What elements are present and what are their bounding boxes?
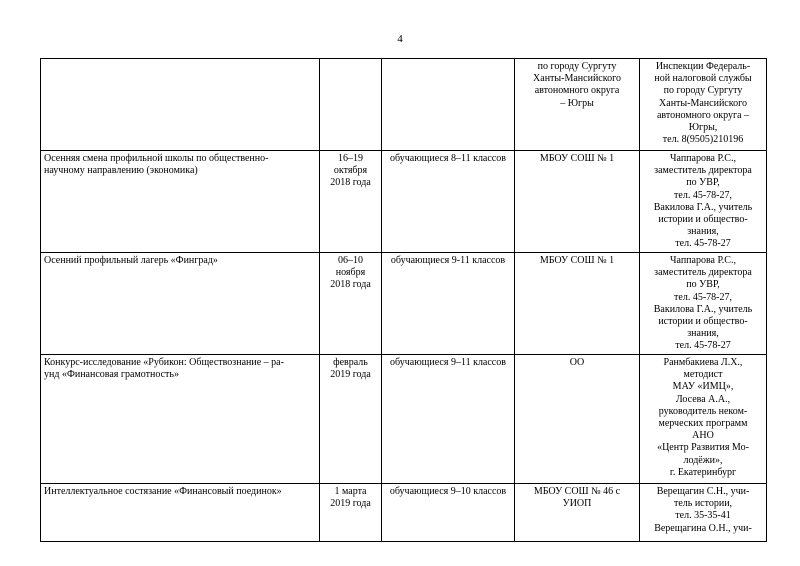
cell-text-line: по УВР, — [686, 177, 720, 189]
cell-text-line: заместитель директора — [654, 267, 752, 279]
cell-text-line: Чаппарова Р.С., — [670, 153, 736, 164]
participants-cell — [382, 484, 515, 542]
cell-text-line: АНО — [692, 430, 714, 442]
cell-text-line: Югры, — [688, 122, 718, 134]
cell-text-line: Ханты-Мансийского — [659, 97, 747, 109]
cell-text-line: октября — [333, 165, 368, 177]
table-row — [41, 151, 767, 253]
page-number: 4 — [397, 33, 403, 45]
cell-text-line: руководитель неком- — [658, 405, 748, 417]
cell-text-line: 16–19 — [338, 153, 363, 164]
cell-text-line: обучающиеся 9-11 классов — [390, 255, 506, 266]
cell-text-line: 2018 года — [330, 279, 371, 291]
cell-text-line: по городу Сургуту — [537, 61, 617, 72]
cell-text-line: лодёжи», — [683, 454, 723, 466]
cell-text-line: 2018 года — [330, 177, 371, 189]
cell-text-line: мерческих программ — [658, 418, 748, 430]
cell-text-line: по городу Сургуту — [663, 85, 743, 97]
cell-text-line: Осенняя смена профильной школы по общественно- — [44, 153, 269, 164]
event-cell — [41, 253, 320, 355]
contact-cell — [640, 59, 767, 151]
cell-text-line: тел. 45-78-27 — [675, 238, 731, 250]
venue-cell — [515, 355, 640, 484]
cell-text-line: МБОУ СОШ № 1 — [539, 255, 615, 266]
event-cell — [41, 484, 320, 542]
dates-cell — [320, 484, 382, 542]
cell-text-line: тел. 45-78-27, — [674, 291, 732, 303]
cell-text-line: МБОУ СОШ № 1 — [539, 153, 615, 164]
contact-cell — [640, 253, 767, 355]
cell-text-line: УИОП — [562, 498, 592, 510]
venue-cell — [515, 484, 640, 542]
cell-text-line: 2019 года — [330, 498, 371, 510]
contact-cell — [640, 151, 767, 253]
cell-text-line: 06–10 — [338, 255, 363, 266]
cell-text-line: обучающиеся 8–11 классов — [390, 153, 506, 164]
contact-cell — [640, 484, 767, 542]
event-cell — [41, 59, 320, 151]
table-row — [41, 355, 767, 484]
cell-text-line: г. Екатеринбург — [669, 466, 737, 478]
contact-cell — [640, 355, 767, 484]
dates-cell — [320, 151, 382, 253]
cell-text-line: истории и общество- — [658, 214, 748, 226]
table-row — [41, 253, 767, 355]
cell-text-line: Инспекции Федераль- — [655, 61, 751, 72]
participants-cell — [382, 253, 515, 355]
dates-cell — [320, 59, 382, 151]
cell-text-line: истории и общество- — [658, 316, 748, 328]
participants-cell — [382, 59, 515, 151]
cell-text-line: Конкурс-исследование «Рубикон: Обществознание – ра- — [44, 357, 284, 368]
cell-text-line: МАУ «ИМЦ», — [672, 381, 734, 393]
cell-text-line: Верещагин С.Н., учи- — [656, 486, 750, 497]
cell-text-line: методист — [683, 369, 723, 381]
cell-text-line: заместитель директора — [654, 165, 752, 177]
venue-cell — [515, 253, 640, 355]
cell-text-line: знания, — [687, 328, 719, 340]
cell-text-line: Вакилова Г.А., учитель — [653, 303, 753, 315]
cell-text-line: тель истории, — [673, 498, 733, 510]
table-row — [41, 59, 767, 151]
cell-text-line: тел. 45-78-27 — [675, 340, 731, 352]
cell-text-line: МБОУ СОШ № 46 с — [533, 486, 621, 497]
cell-text-line: автономного округа — [534, 85, 620, 97]
cell-text-line: ноября — [335, 267, 366, 279]
cell-text-line: «Центр Развития Мо- — [657, 442, 749, 454]
cell-text-line: Интеллектуальное состязание «Финансовый поединок» — [44, 486, 282, 497]
cell-text-line: научному направлению (экономика) — [44, 165, 198, 177]
venue-cell — [515, 59, 640, 151]
event-cell — [41, 151, 320, 253]
cell-text-line: автономного округа – — [656, 109, 750, 121]
events-table — [40, 58, 767, 542]
cell-text-line: февраль — [333, 357, 368, 368]
cell-text-line: Чаппарова Р.С., — [670, 255, 736, 266]
cell-text-line: Ранмбакиева Л.Х., — [663, 357, 743, 368]
cell-text-line: Верещагина О.Н., учи- — [654, 522, 752, 534]
cell-text-line: Лосева А.А., — [675, 393, 731, 405]
cell-text-line: тел. 35-35-41 — [675, 510, 731, 522]
cell-text-line: по УВР, — [686, 279, 720, 291]
cell-text-line: Осенний профильный лагерь «Финград» — [44, 255, 218, 266]
venue-cell — [515, 151, 640, 253]
cell-text-line: Вакилова Г.А., учитель — [653, 201, 753, 213]
cell-text-line: ОО — [569, 357, 585, 368]
cell-text-line: знания, — [687, 226, 719, 238]
event-cell — [41, 355, 320, 484]
cell-text-line: 2019 года — [330, 369, 371, 381]
participants-cell — [382, 355, 515, 484]
cell-text-line: тел. 8(9505)210196 — [662, 134, 744, 146]
table-row — [41, 484, 767, 542]
dates-cell — [320, 253, 382, 355]
cell-text-line: ной налоговой службы — [654, 73, 752, 85]
cell-text-line: Ханты-Мансийского — [533, 73, 621, 85]
cell-text-line: обучающиеся 9–11 классов — [390, 357, 506, 368]
cell-text-line: обучающиеся 9–10 классов — [389, 486, 507, 497]
cell-text-line: 1 марта — [334, 486, 367, 497]
cell-text-line: – Югры — [560, 97, 594, 109]
participants-cell — [382, 151, 515, 253]
cell-text-line: тел. 45-78-27, — [674, 189, 732, 201]
dates-cell — [320, 355, 382, 484]
cell-text-line: унд «Финансовая грамотность» — [44, 369, 179, 381]
